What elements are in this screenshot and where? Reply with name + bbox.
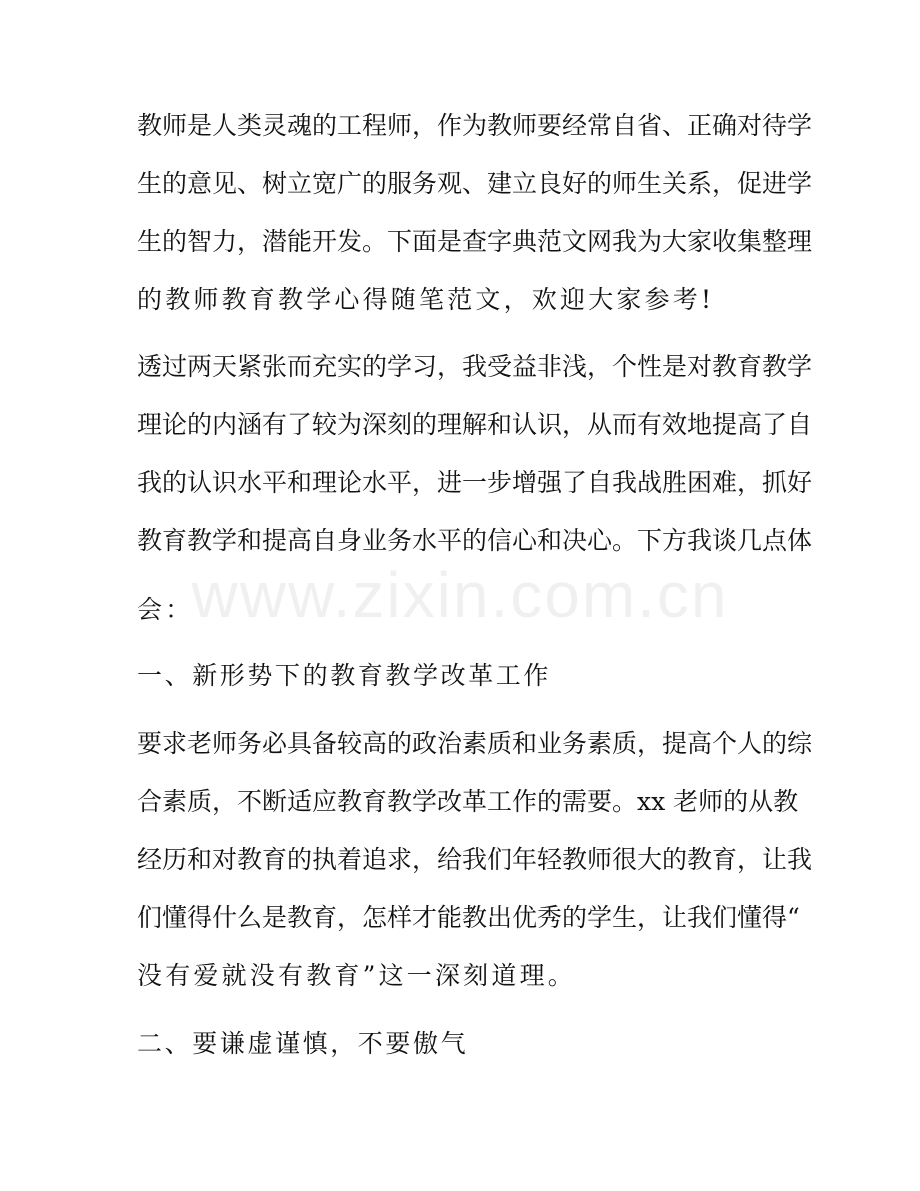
paragraph-line: 教育教学和提高自身业务水平的信心和决心。下方我谈几点体: [137, 526, 813, 555]
paragraph-line: 合素质，不断适应教育教学改革工作的需要。xx 老师的从教: [137, 787, 799, 816]
paragraph-line: 的教师教育教学心得随笔范文，欢迎大家参考!: [137, 285, 715, 314]
paragraph-line: 透过两天紧张而充实的学习，我受益非浅，个性是对教育教学: [137, 352, 813, 381]
paragraph-line: 们懂得什么是教育，怎样才能教出优秀的学生，让我们懂得“: [137, 903, 800, 932]
section-heading: 一、新形势下的教育教学改革工作: [137, 661, 552, 690]
paragraph-line: 教师是人类灵魂的工程师，作为教师要经常自省、正确对待学: [137, 111, 813, 140]
paragraph-line: 生的智力，潜能开发。下面是查字典范文网我为大家收集整理: [137, 227, 813, 256]
paragraph-line: 没有爱就没有教育”这一深刻道理。: [137, 961, 576, 990]
section-heading: 二、要谦虚谨慎，不要傲气: [137, 1029, 469, 1058]
paragraph-line: 经历和对教育的执着追求，给我们年轻教师很大的教育，让我: [137, 845, 813, 874]
paragraph-line: 生的意见、树立宽广的服务观、建立良好的师生关系，促进学: [137, 169, 813, 198]
watermark: www.zixin.com.cn: [191, 559, 729, 631]
paragraph-line: 要求老师务必具备较高的政治素质和业务素质，提高个人的综: [137, 729, 813, 758]
paragraph-line: 我的认识水平和理论水平，进一步增强了自我战胜困难，抓好: [137, 468, 813, 497]
paragraph-line: 理论的内涵有了较为深刻的理解和认识，从而有效地提高了自: [137, 410, 813, 439]
paragraph-line: 会：: [137, 595, 194, 624]
